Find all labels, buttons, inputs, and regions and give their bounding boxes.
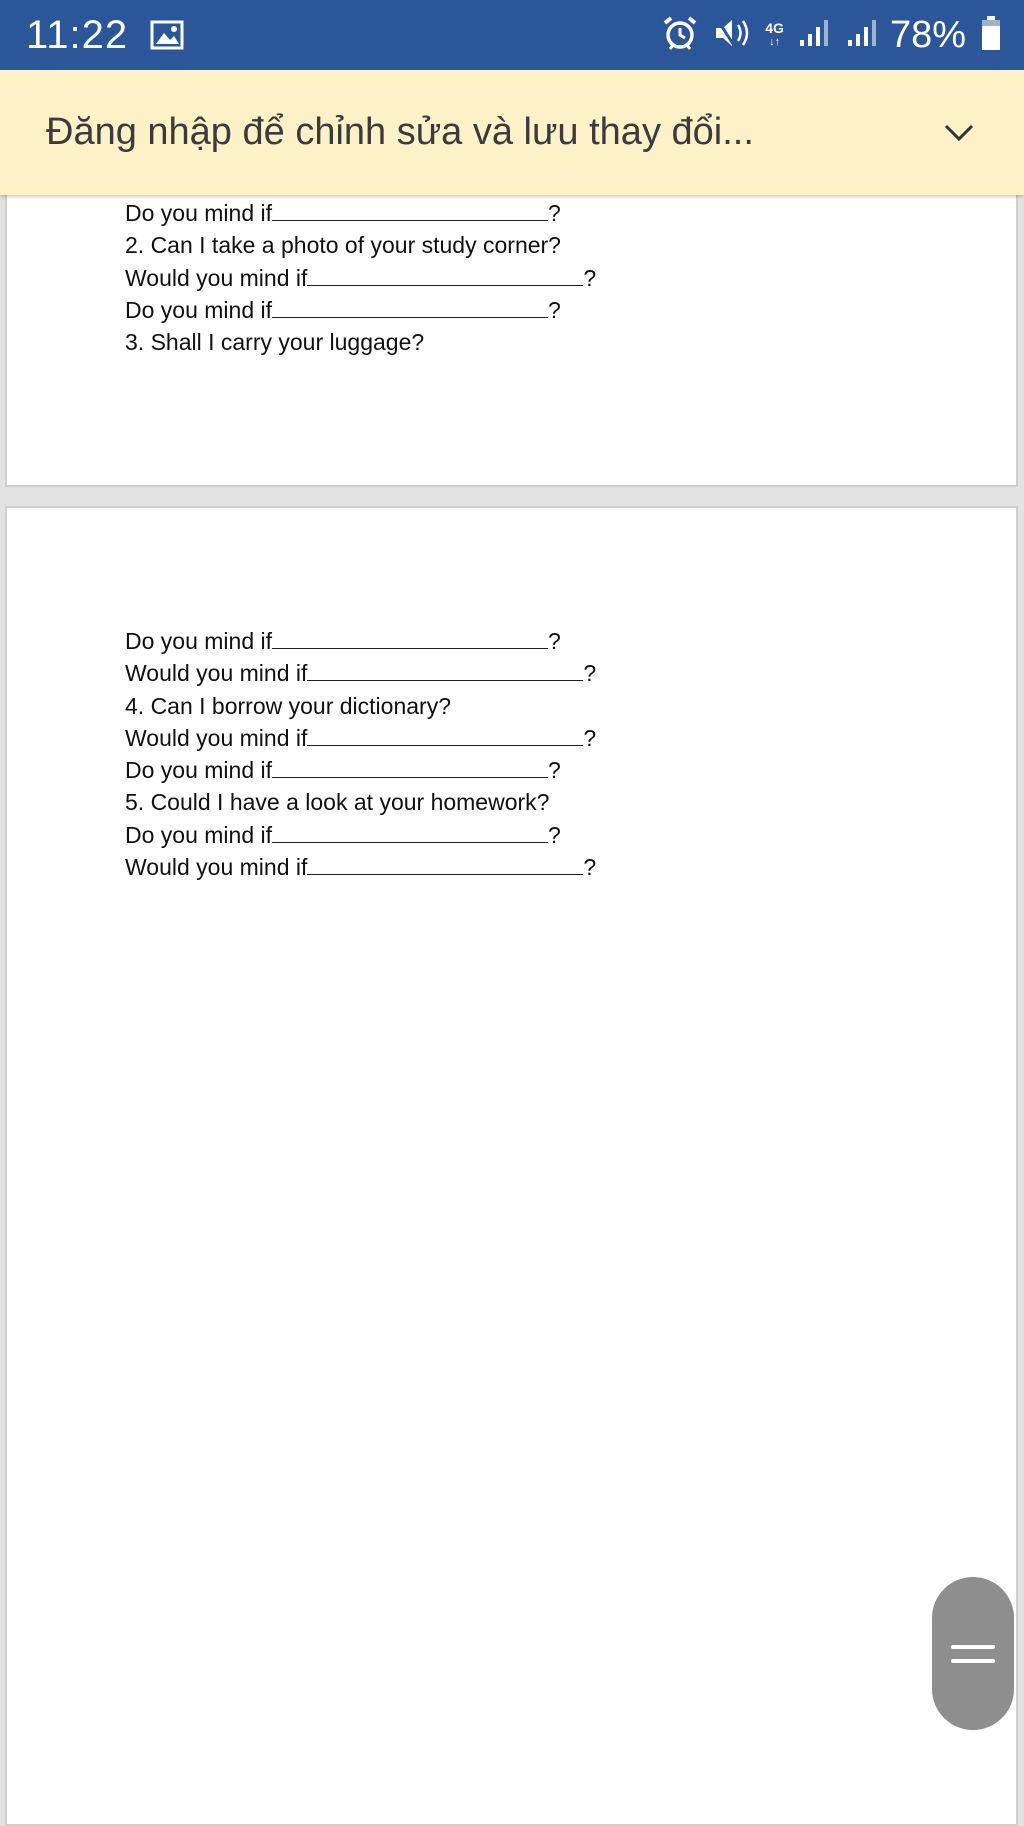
question-text: 2. Can I take a photo of your study corner? bbox=[125, 232, 561, 259]
mute-icon bbox=[713, 16, 751, 55]
status-right bbox=[647, 14, 1002, 57]
question-heading bbox=[125, 690, 596, 722]
answer-blank bbox=[272, 821, 548, 843]
status-left bbox=[26, 13, 184, 58]
question-heading bbox=[125, 326, 596, 358]
answer-blank bbox=[307, 724, 583, 746]
question-mark: ? bbox=[583, 660, 597, 687]
signal-icon bbox=[798, 18, 832, 53]
question-mark: ? bbox=[548, 757, 561, 784]
page-content bbox=[125, 625, 596, 883]
answer-blank bbox=[272, 199, 548, 221]
scroll-handle[interactable] bbox=[932, 1577, 1014, 1730]
prompt-text: Do you mind if bbox=[125, 757, 273, 784]
question-line bbox=[125, 851, 596, 883]
document-page bbox=[5, 175, 1018, 487]
question-heading bbox=[125, 786, 596, 818]
question-text: 4. Can I borrow your dictionary? bbox=[125, 692, 451, 719]
question-text: 3. Shall I carry your luggage? bbox=[125, 329, 425, 356]
question-line bbox=[125, 197, 596, 229]
prompt-text: Do you mind if bbox=[125, 821, 273, 848]
signal-icon bbox=[846, 18, 880, 53]
question-mark: ? bbox=[583, 264, 597, 291]
battery-percent: 78% bbox=[889, 13, 966, 56]
prompt-text: Do you mind if bbox=[125, 296, 273, 323]
prompt-text: Would you mind if bbox=[125, 264, 308, 291]
network-type bbox=[765, 21, 784, 49]
answer-blank bbox=[272, 756, 548, 778]
prompt-text: Do you mind if bbox=[125, 628, 273, 654]
question-heading bbox=[125, 229, 596, 261]
gallery-icon bbox=[150, 20, 184, 50]
answer-blank bbox=[272, 627, 548, 649]
question-mark: ? bbox=[583, 854, 597, 881]
question-line bbox=[125, 294, 596, 326]
page-content bbox=[125, 197, 596, 358]
question-line bbox=[125, 625, 596, 657]
prompt-text: Would you mind if bbox=[125, 724, 308, 751]
sign-in-message: Đăng nhập để chỉnh sửa và lưu thay đổi... bbox=[46, 111, 754, 153]
question-line bbox=[125, 819, 596, 851]
question-text: 5. Could I have a look at your homework? bbox=[125, 789, 550, 816]
answer-blank bbox=[307, 659, 583, 681]
sign-in-banner[interactable] bbox=[0, 70, 1024, 195]
prompt-text: Would you mind if bbox=[125, 854, 308, 881]
question-mark: ? bbox=[583, 724, 597, 751]
question-line bbox=[125, 722, 596, 754]
prompt-text: Do you mind if bbox=[125, 200, 273, 226]
question-line bbox=[125, 657, 596, 689]
question-mark: ? bbox=[548, 200, 561, 226]
question-line bbox=[125, 262, 596, 294]
prompt-text: Would you mind if bbox=[125, 660, 308, 687]
answer-blank bbox=[272, 296, 548, 318]
question-mark: ? bbox=[548, 821, 561, 848]
answer-blank bbox=[307, 264, 583, 286]
network-label: 4G bbox=[765, 20, 784, 36]
document-page bbox=[5, 506, 1018, 1826]
answer-blank bbox=[307, 853, 583, 875]
network-arrows: ↓↑ bbox=[769, 36, 781, 48]
drag-handle-icon bbox=[951, 1659, 995, 1663]
chevron-down-icon[interactable] bbox=[934, 108, 984, 158]
clock: 11:22 bbox=[26, 12, 129, 57]
alarm-icon bbox=[661, 15, 699, 56]
question-mark: ? bbox=[548, 296, 561, 323]
drag-handle-icon bbox=[951, 1645, 995, 1649]
question-mark: ? bbox=[548, 628, 561, 654]
document-viewer[interactable] bbox=[0, 195, 1024, 1820]
battery-icon bbox=[980, 15, 1002, 56]
status-bar bbox=[0, 0, 1024, 70]
question-line bbox=[125, 754, 596, 786]
